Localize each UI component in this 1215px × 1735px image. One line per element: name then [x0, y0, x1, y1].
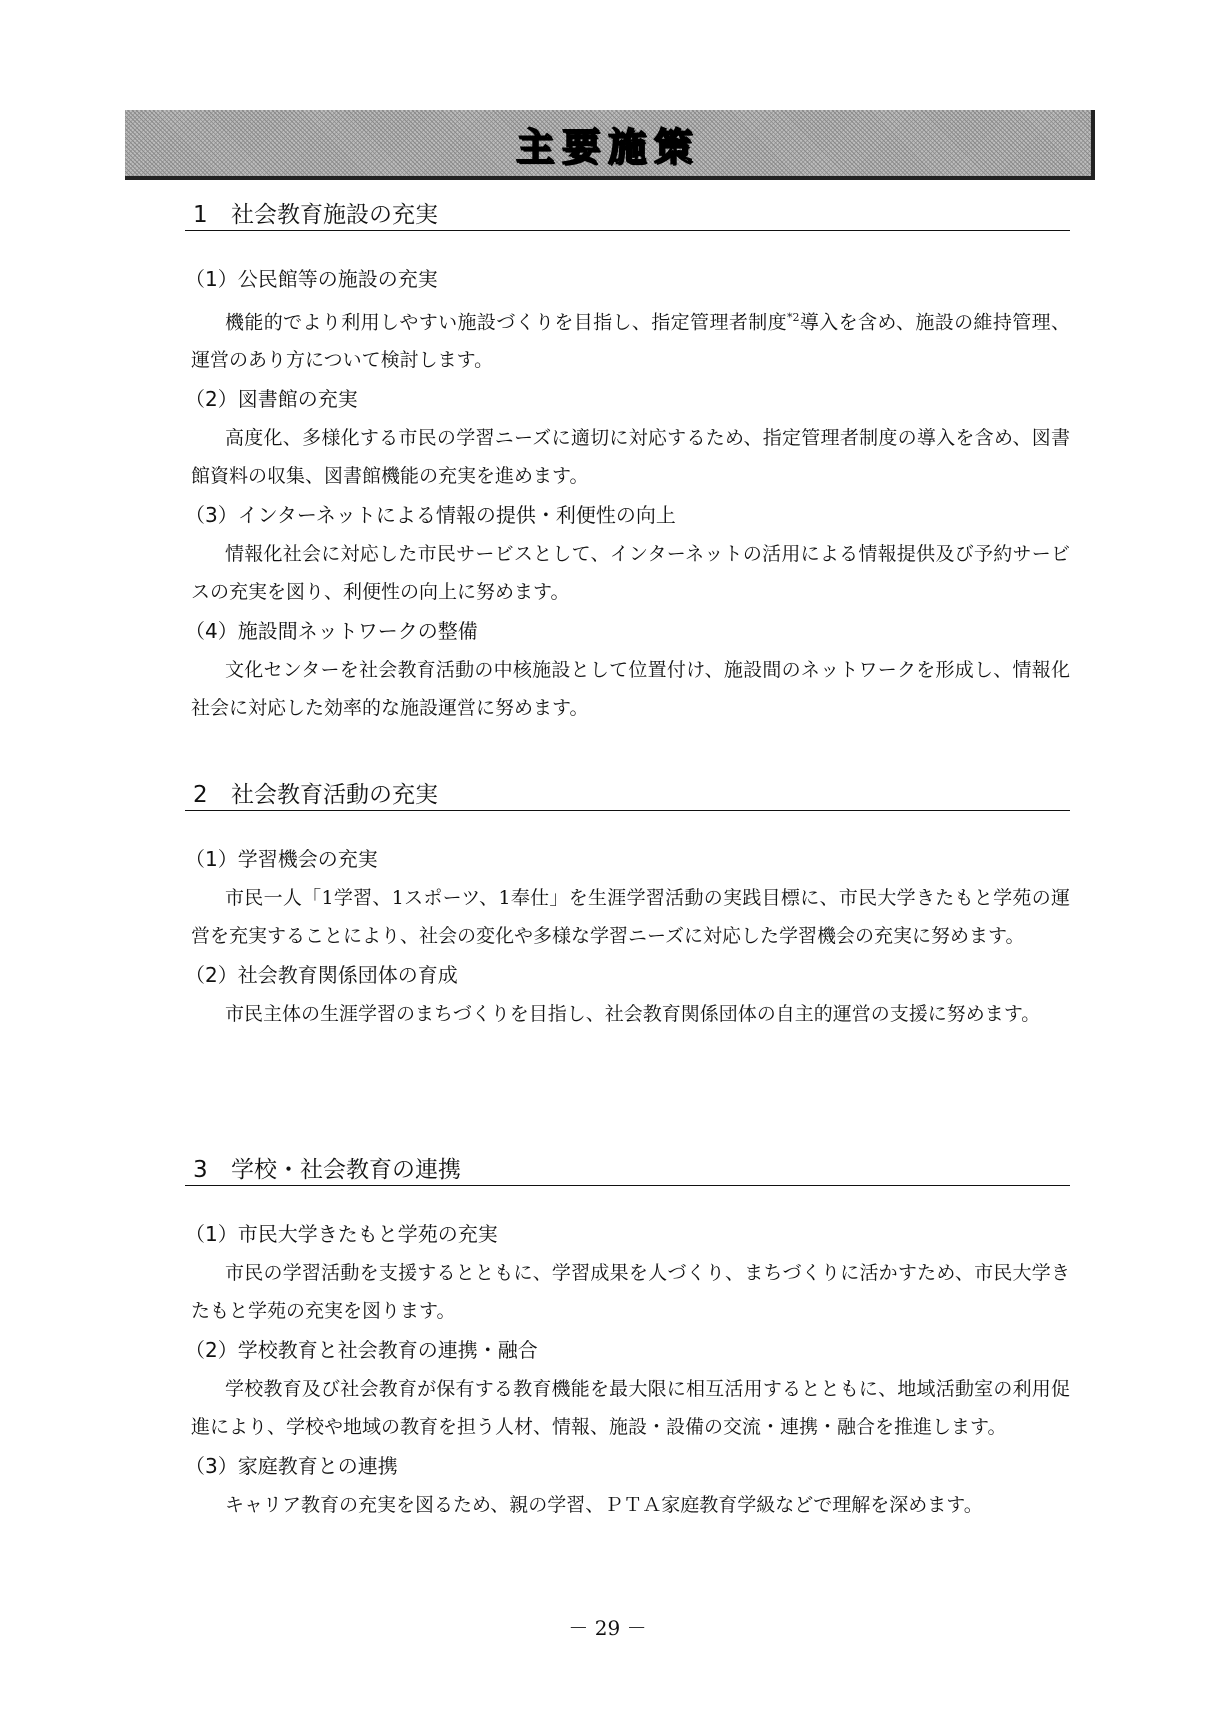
- item-body: キャリア教育の充実を図るため、親の学習、ＰＴＡ家庭教育学級などで理解を深めます。: [225, 1494, 983, 1516]
- section-number: 1: [193, 202, 208, 228]
- item-body: 市民主体の生涯学習のまちづくりを目指し、社会教育関係団体の自主的運営の支援に努めます。: [225, 1003, 1041, 1025]
- section-2: [185, 780, 1070, 1033]
- section-title: 社会教育活動の充実: [231, 782, 438, 808]
- list-item: [185, 495, 1070, 611]
- page-title: 主要施策: [515, 124, 700, 169]
- item-body: 市民の学習活動を支援するとともに、学習成果を人づくり、まちづくりに活かすため、市民大学きたもと学苑の充実を図ります。: [191, 1262, 1070, 1322]
- title-banner: [125, 110, 1095, 180]
- item-title: （3）インターネットによる情報の提供・利便性の向上: [185, 503, 676, 528]
- item-title: （1）公民館等の施設の充実: [185, 267, 438, 291]
- footnote-mark: *2: [786, 311, 800, 324]
- list-item: [185, 611, 1070, 727]
- section-heading: [185, 1155, 1070, 1186]
- item-title: （2）社会教育関係団体の育成: [185, 963, 458, 987]
- section-3: [185, 1155, 1070, 1524]
- item-title: （2）図書館の充実: [185, 387, 358, 412]
- item-title: （3）家庭教育との連携: [185, 1454, 398, 1478]
- list-item: [185, 1446, 1070, 1524]
- item-title: （1）市民大学きたもと学苑の充実: [185, 1222, 498, 1246]
- section-number: 2: [193, 782, 208, 808]
- item-title: （1）学習機会の充実: [185, 847, 378, 871]
- item-body: 機能的でより利用しやすい施設づくりを目指し、指定管理者制度$^{*2}$導入を含め、施設の維持管理、運営のあり方について検討します。: [191, 311, 1070, 372]
- item-body: 学校教育及び社会教育が保有する教育機能を最大限に相互活用するとともに、地域活動室の利用促進により、学校や地域の教育を担う人材、情報、施設・設備の交流・連携・融合を推進します。: [191, 1378, 1070, 1438]
- section-heading: [185, 780, 1070, 811]
- section-1: [185, 200, 1070, 727]
- item-title: （2）学校教育と社会教育の連携・融合: [185, 1338, 538, 1362]
- item-title: （4）施設間ネットワークの整備: [185, 619, 478, 644]
- item-body: 市民一人「1学習、1スポーツ、1奉仕」を生涯学習活動の実践目標に、市民大学きたもと学苑の運営を充実することにより、社会の変化や多様な学習ニーズに対応した学習機会の充実に努めます。: [191, 887, 1070, 947]
- item-body: 高度化、多様化する市民の学習ニーズに適切に対応するため、指定管理者制度の導入を含め、図書館資料の収集、図書館機能の充実を進めます。: [191, 427, 1070, 488]
- list-item: [185, 955, 1070, 1033]
- list-item: [185, 259, 1070, 379]
- item-body: 文化センターを社会教育活動の中核施設として位置付け、施設間のネットワークを形成し、情報化社会に対応した効率的な施設運営に努めます。: [191, 659, 1070, 720]
- list-item: [185, 379, 1070, 495]
- list-item: [185, 1214, 1070, 1330]
- page-number: － 29 －: [568, 1616, 647, 1640]
- section-number: 3: [193, 1157, 208, 1183]
- item-body: 情報化社会に対応した市民サービスとして、インターネットの活用による情報提供及び予約サービスの充実を図り、利便性の向上に努めます。: [191, 543, 1070, 604]
- section-heading: [185, 200, 1070, 231]
- list-item: [185, 1330, 1070, 1446]
- section-title: 社会教育施設の充実: [231, 202, 438, 228]
- list-item: [185, 839, 1070, 955]
- section-title: 学校・社会教育の連携: [231, 1157, 461, 1183]
